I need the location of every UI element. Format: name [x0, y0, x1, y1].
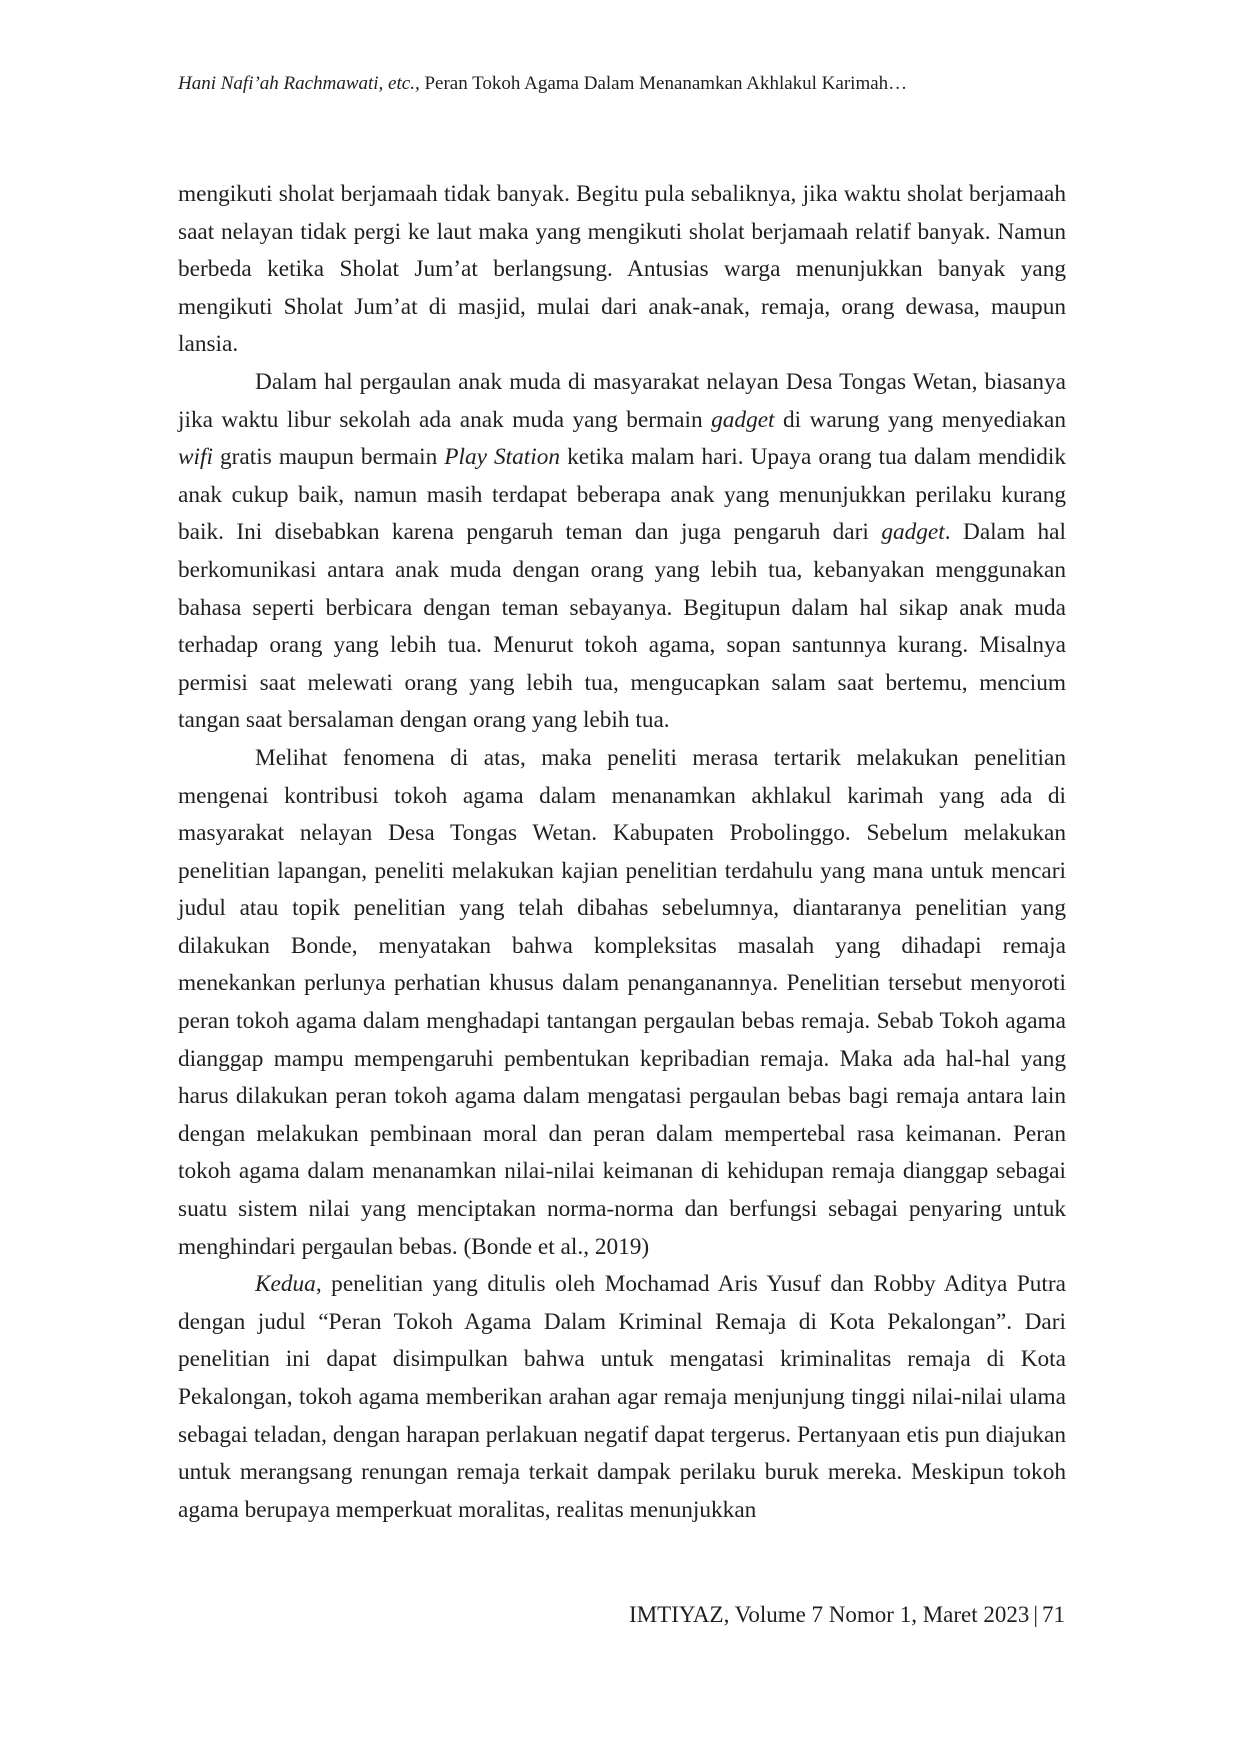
paragraph-2-text-d: ketika malam hari. Upaya orang tua dalam mendidik anak cukup baik, namun masih terdapat beberapa anak yang menunjukkan perilaku kurang baik. Ini disebabkan karena pengaruh teman dan juga pengaruh dari	[178, 444, 1066, 546]
paragraph-4	[178, 1266, 1066, 1529]
italic-term-wifi: wifi	[178, 444, 213, 471]
page-number: 71	[1042, 1602, 1065, 1627]
header-authors: Hani Nafi’ah Rachmawati, etc.,	[178, 73, 420, 94]
paragraph-4-text: , penelitian yang ditulis oleh Mochamad Aris Yusuf dan Robby Aditya Putra dengan judul “Peran Tokoh Agama Dalam Kriminal Remaja di Kota Pekalongan”. Dari penelitian ini dapat disimpulkan bahwa untuk mengatasi kriminalitas remaja di Kota Pekalongan, tokoh agama memberikan arahan agar remaja menjunjung tinggi nilai-nilai ulama sebagai teladan, dengan harapan perlakuan negatif dapat tergerus. Pertanyaan etis pun diajukan untuk merangsang renungan remaja terkait dampak perilaku buruk mereka. Meskipun tokoh agama berupaya memperkuat moralitas, realitas menunjukkan	[178, 1271, 1066, 1523]
paragraph-1: mengikuti sholat berjamaah tidak banyak. Begitu pula sebaliknya, jika waktu sholat berjamaah saat nelayan tidak pergi ke laut maka yang mengikuti sholat berjamaah relatif banyak. Namun berbeda ketika Sholat Jum’at berlangsung. Antusias warga menunjukkan banyak yang mengikuti Sholat Jum’at di masjid, mulai dari anak-anak, remaja, orang dewasa, maupun lansia.	[178, 181, 1066, 358]
paragraph-2-text-a: Dalam hal pergaulan anak muda di masyarakat nelayan Desa Tongas Wetan, biasanya jika waktu libur sekolah ada anak muda yang bermain	[178, 368, 1066, 433]
paragraph-2-text-c: gratis maupun bermain	[212, 444, 445, 471]
italic-term-gadget: gadget	[711, 406, 775, 433]
paragraph-3: Melihat fenomena di atas, maka peneliti merasa tertarik melakukan penelitian mengenai kontribusi tokoh agama dalam menanamkan akhlakul karimah yang ada di masyarakat nelayan Desa Tongas Wetan. Kabupaten Probolinggo. Sebelum melakukan penelitian lapangan, peneliti melakukan kajian penelitian terdahulu yang mana untuk mencari judul atau topik penelitian yang telah dibahas sebelumnya, diantaranya penelitian yang dilakukan Bonde, menyatakan bahwa kompleksitas masalah yang dihadapi remaja menekankan perlunya perhatian khusus dalam penanganannya. Penelitian tersebut menyoroti peran tokoh agama dalam menghadapi tantangan pergaulan bebas remaja. Sebab Tokoh agama dianggap mampu mempengaruhi pembentukan kepribadian remaja. Maka ada hal-hal yang harus dilakukan peran tokoh agama dalam mengatasi pergaulan bebas bagi remaja antara lain dengan melakukan pembinaan moral dan peran dalam mempertebal rasa keimanan. Peran tokoh agama dalam menanamkan nilai-nilai keimanan di kehidupan remaja dianggap sebagai suatu sistem nilai yang menciptakan norma-norma dan berfungsi sebagai penyaring untuk menghindari pergaulan bebas. (Bonde et al., 2019)	[178, 744, 1066, 1260]
italic-term-kedua: Kedua	[255, 1271, 316, 1298]
page-footer	[629, 1600, 1065, 1630]
paragraph-2-text-b: di warung yang menyediakan	[774, 406, 1066, 433]
footer-journal: IMTIYAZ, Volume 7 Nomor 1, Maret 2023	[629, 1602, 1030, 1627]
body-text	[178, 176, 1066, 1529]
paragraph-2	[178, 364, 1066, 740]
footer-separator: |	[1033, 1602, 1038, 1627]
paragraph-2-text-e: . Dalam hal berkomunikasi antara anak muda dengan orang yang lebih tua, kebanyakan menggunakan bahasa seperti berbicara dengan teman sebayanya. Begitupun dalam hal sikap anak muda terhadap orang yang lebih tua. Menurut tokoh agama, sopan santunnya kurang. Misalnya permisi saat melewati orang yang lebih tua, mengucapkan salam saat bertemu, mencium tangan saat bersalaman dengan orang yang lebih tua.	[178, 519, 1066, 734]
italic-term-play-station: Play Station	[444, 444, 561, 471]
header-title: Peran Tokoh Agama Dalam Menanamkan Akhlakul Karimah…	[424, 73, 908, 94]
italic-term-gadget-2: gadget	[881, 519, 945, 546]
running-header	[178, 70, 1078, 98]
